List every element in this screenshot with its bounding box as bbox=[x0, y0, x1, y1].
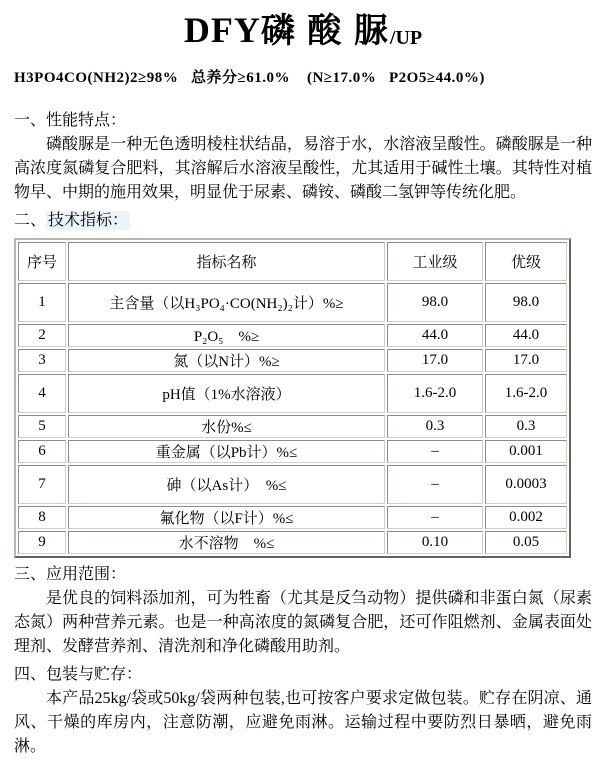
industrial-value-cell: 44.0 bbox=[387, 324, 483, 347]
row-no-cell: 5 bbox=[18, 415, 66, 438]
section-heading-specs bbox=[14, 209, 592, 233]
premium-value-cell: 98.0 bbox=[485, 283, 567, 322]
page-title bbox=[14, 8, 592, 52]
industrial-value-cell: – bbox=[387, 506, 483, 529]
section-heading-specs-prefix: 二、 bbox=[14, 212, 47, 229]
indicator-name-cell: 氟化物（以F计）%≤ bbox=[68, 506, 385, 529]
header-premium-grade: 优级 bbox=[485, 242, 567, 281]
industrial-value-cell: 17.0 bbox=[387, 349, 483, 372]
table-row bbox=[18, 283, 567, 322]
formula-line: H3PO4CO(NH2)2≥98% 总养分≥61.0% (N≥17.0% P2O5≥44.0%) bbox=[14, 70, 485, 86]
table-row bbox=[18, 374, 567, 413]
section-heading-applications: 三、应用范围： bbox=[14, 566, 127, 583]
table-row bbox=[18, 531, 567, 554]
spec-table bbox=[14, 238, 571, 558]
indicator-name-cell: 氮（以N计）%≥ bbox=[68, 349, 385, 372]
industrial-value-cell: 98.0 bbox=[387, 283, 483, 322]
premium-value-cell: 44.0 bbox=[485, 324, 567, 347]
indicator-name-cell: 砷（以As计） %≤ bbox=[68, 465, 385, 504]
indicator-name-cell: 水不溶物 %≤ bbox=[68, 531, 385, 554]
premium-value-cell: 0.3 bbox=[485, 415, 567, 438]
row-no-cell: 4 bbox=[18, 374, 66, 413]
premium-value-cell: 0.001 bbox=[485, 440, 567, 463]
row-no-cell: 8 bbox=[18, 506, 66, 529]
industrial-value-cell: – bbox=[387, 440, 483, 463]
section-body-packaging: 本产品25kg/袋或50kg/袋两种包装,也可按客户要求定做包装。贮存在阴凉、通风、干燥的库房内，注意防潮，应避免雨淋。运输过程中要防烈日暴晒，避免雨淋。 bbox=[14, 690, 592, 755]
header-industrial-grade: 工业级 bbox=[387, 242, 483, 281]
section-heading-performance: 一、性能特点： bbox=[14, 112, 127, 129]
section-heading-specs-highlighted: 技术指标： bbox=[48, 212, 129, 229]
page-title-latin: DFY bbox=[183, 10, 261, 50]
table-row bbox=[18, 465, 567, 504]
indicator-name-cell: 主含量（以H₃PO₄·CO(NH₂)₂计）%≥ bbox=[68, 283, 385, 322]
row-no-cell: 1 bbox=[18, 283, 66, 322]
table-row bbox=[18, 324, 567, 347]
indicator-name-cell: 水份%≤ bbox=[68, 415, 385, 438]
table-header-row bbox=[18, 242, 567, 281]
page-title-suffix: /UP bbox=[389, 27, 423, 49]
premium-value-cell: 0.05 bbox=[485, 531, 567, 554]
premium-value-cell: 1.6-2.0 bbox=[485, 374, 567, 413]
section-heading-packaging: 四、包装与贮存： bbox=[14, 666, 143, 683]
row-no-cell: 2 bbox=[18, 324, 66, 347]
page-title-chinese: 磷 酸 脲 bbox=[260, 13, 390, 50]
industrial-value-cell: 0.3 bbox=[387, 415, 483, 438]
row-no-cell: 7 bbox=[18, 465, 66, 504]
table-row bbox=[18, 349, 567, 372]
table-row bbox=[18, 440, 567, 463]
header-no: 序号 bbox=[18, 242, 66, 281]
industrial-value-cell: 1.6-2.0 bbox=[387, 374, 483, 413]
premium-value-cell: 0.0003 bbox=[485, 465, 567, 504]
table-row bbox=[18, 506, 567, 529]
industrial-value-cell: 0.10 bbox=[387, 531, 483, 554]
row-no-cell: 6 bbox=[18, 440, 66, 463]
indicator-name-cell: 重金属（以Pb计）%≤ bbox=[68, 440, 385, 463]
industrial-value-cell: – bbox=[387, 465, 483, 504]
premium-value-cell: 17.0 bbox=[485, 349, 567, 372]
indicator-name-cell: pH值（1%水溶液） bbox=[68, 374, 385, 413]
row-no-cell: 3 bbox=[18, 349, 66, 372]
row-no-cell: 9 bbox=[18, 531, 66, 554]
header-indicator-name: 指标名称 bbox=[68, 242, 385, 281]
table-row bbox=[18, 415, 567, 438]
section-body-applications: 是优良的饲料添加剂，可为牲畜（尤其是反刍动物）提供磷和非蛋白氮（尿素态氮）两种营养元素。也是一种高浓度的氮磷复合肥，还可作阻燃剂、金属表面处理剂、发酵营养剂、清洗剂和净化磷酸用助剂。 bbox=[14, 590, 592, 655]
indicator-name-cell: P₂O₅ %≥ bbox=[68, 324, 385, 347]
section-body-performance: 磷酸脲是一种无色透明棱柱状结晶，易溶于水，水溶液呈酸性。磷酸脲是一种高浓度氮磷复合肥料，其溶解后水溶液呈酸性，尤其适用于碱性土壤。其特性对植物早、中期的施用效果，明显优于尿素、磷铵、磷酸二氢钾等传统化肥。 bbox=[14, 136, 592, 201]
premium-value-cell: 0.002 bbox=[485, 506, 567, 529]
